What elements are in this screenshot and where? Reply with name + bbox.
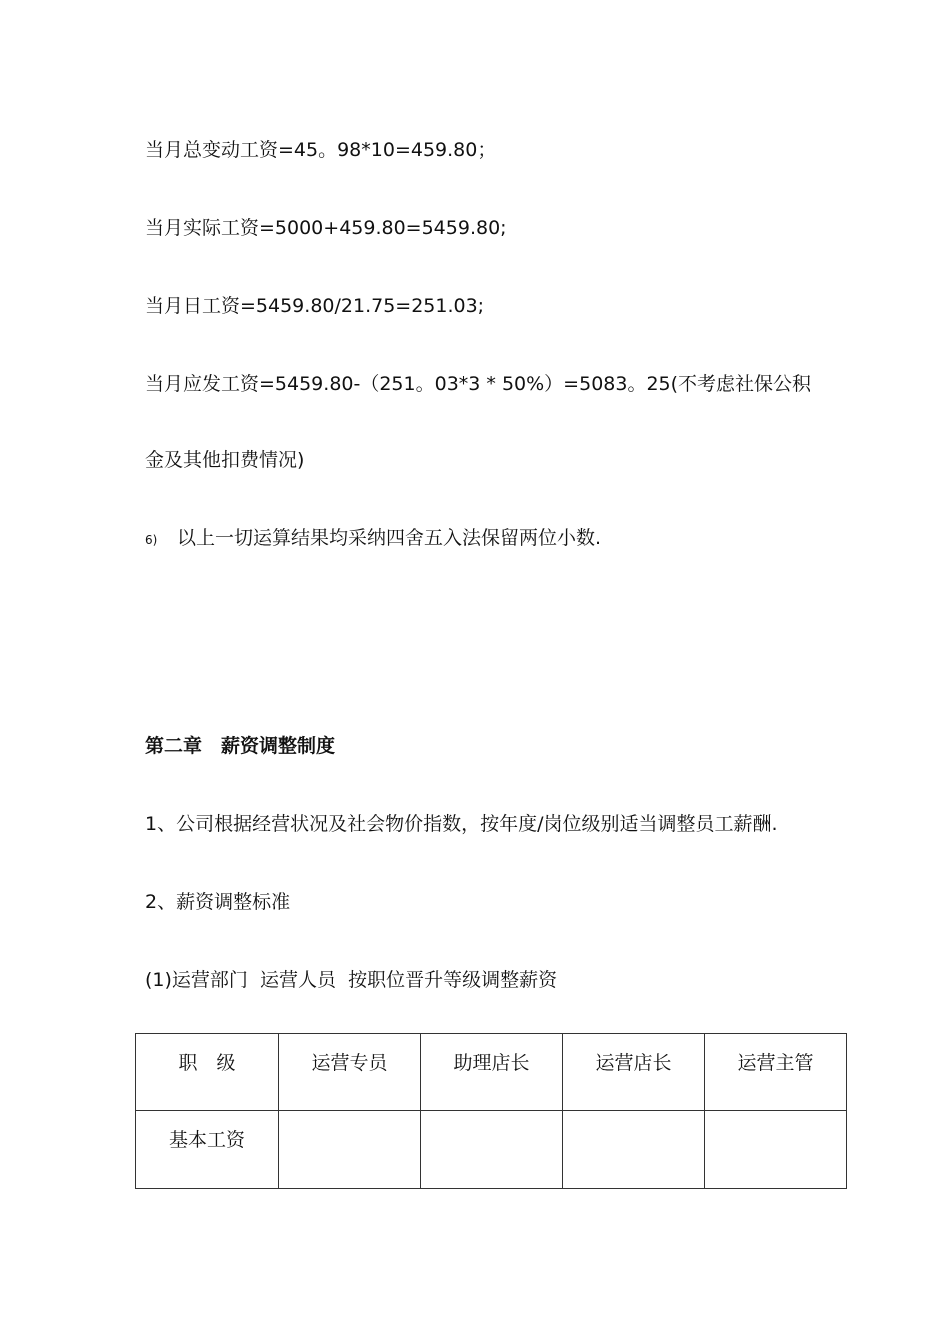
section-2: 2、薪资调整标准 [145,891,291,913]
table-cell [705,1111,847,1189]
table-cell [563,1111,705,1189]
paragraph-daily-pay: 当月日工资=5459.80/21.75=251.03; [145,295,485,317]
section-1: 1、公司根据经营状况及社会物价指数，按年度/岗位级别适当调整员工薪酬. [145,813,778,835]
paragraph-payable-pay: 当月应发工资=5459.80-（251。03*3 * 50%）=5083。25(不考虑社保公积 [145,373,812,395]
table-row [136,1111,847,1189]
table-cell: 基本工资 [136,1111,279,1189]
table-header-cell: 运营专员 [279,1034,421,1111]
chapter-title: 第二章 薪资调整制度 [145,735,336,757]
paragraph-total-variable-pay: 当月总变动工资=45。98*10=459.80； [145,139,497,161]
table-header-cell: 职 级 [136,1034,279,1111]
table-cell [279,1111,421,1189]
salary-grade-table [135,1033,847,1189]
list-number: 6) [145,533,158,547]
section-3: (1)运营部门 运营人员 按职位晋升等级调整薪资 [145,969,558,991]
table-header-row [136,1034,847,1111]
table-header-cell: 助理店长 [421,1034,563,1111]
table-cell [421,1111,563,1189]
table-header-cell: 运营主管 [705,1034,847,1111]
paragraph-payable-pay-continued: 金及其他扣费情况) [145,449,305,471]
paragraph-actual-pay: 当月实际工资=5000+459.80=5459.80; [145,217,507,239]
list-item-rounding-rule: 以上一切运算结果均采纳四舍五入法保留两位小数. [177,527,602,549]
table-header-cell: 运营店长 [563,1034,705,1111]
